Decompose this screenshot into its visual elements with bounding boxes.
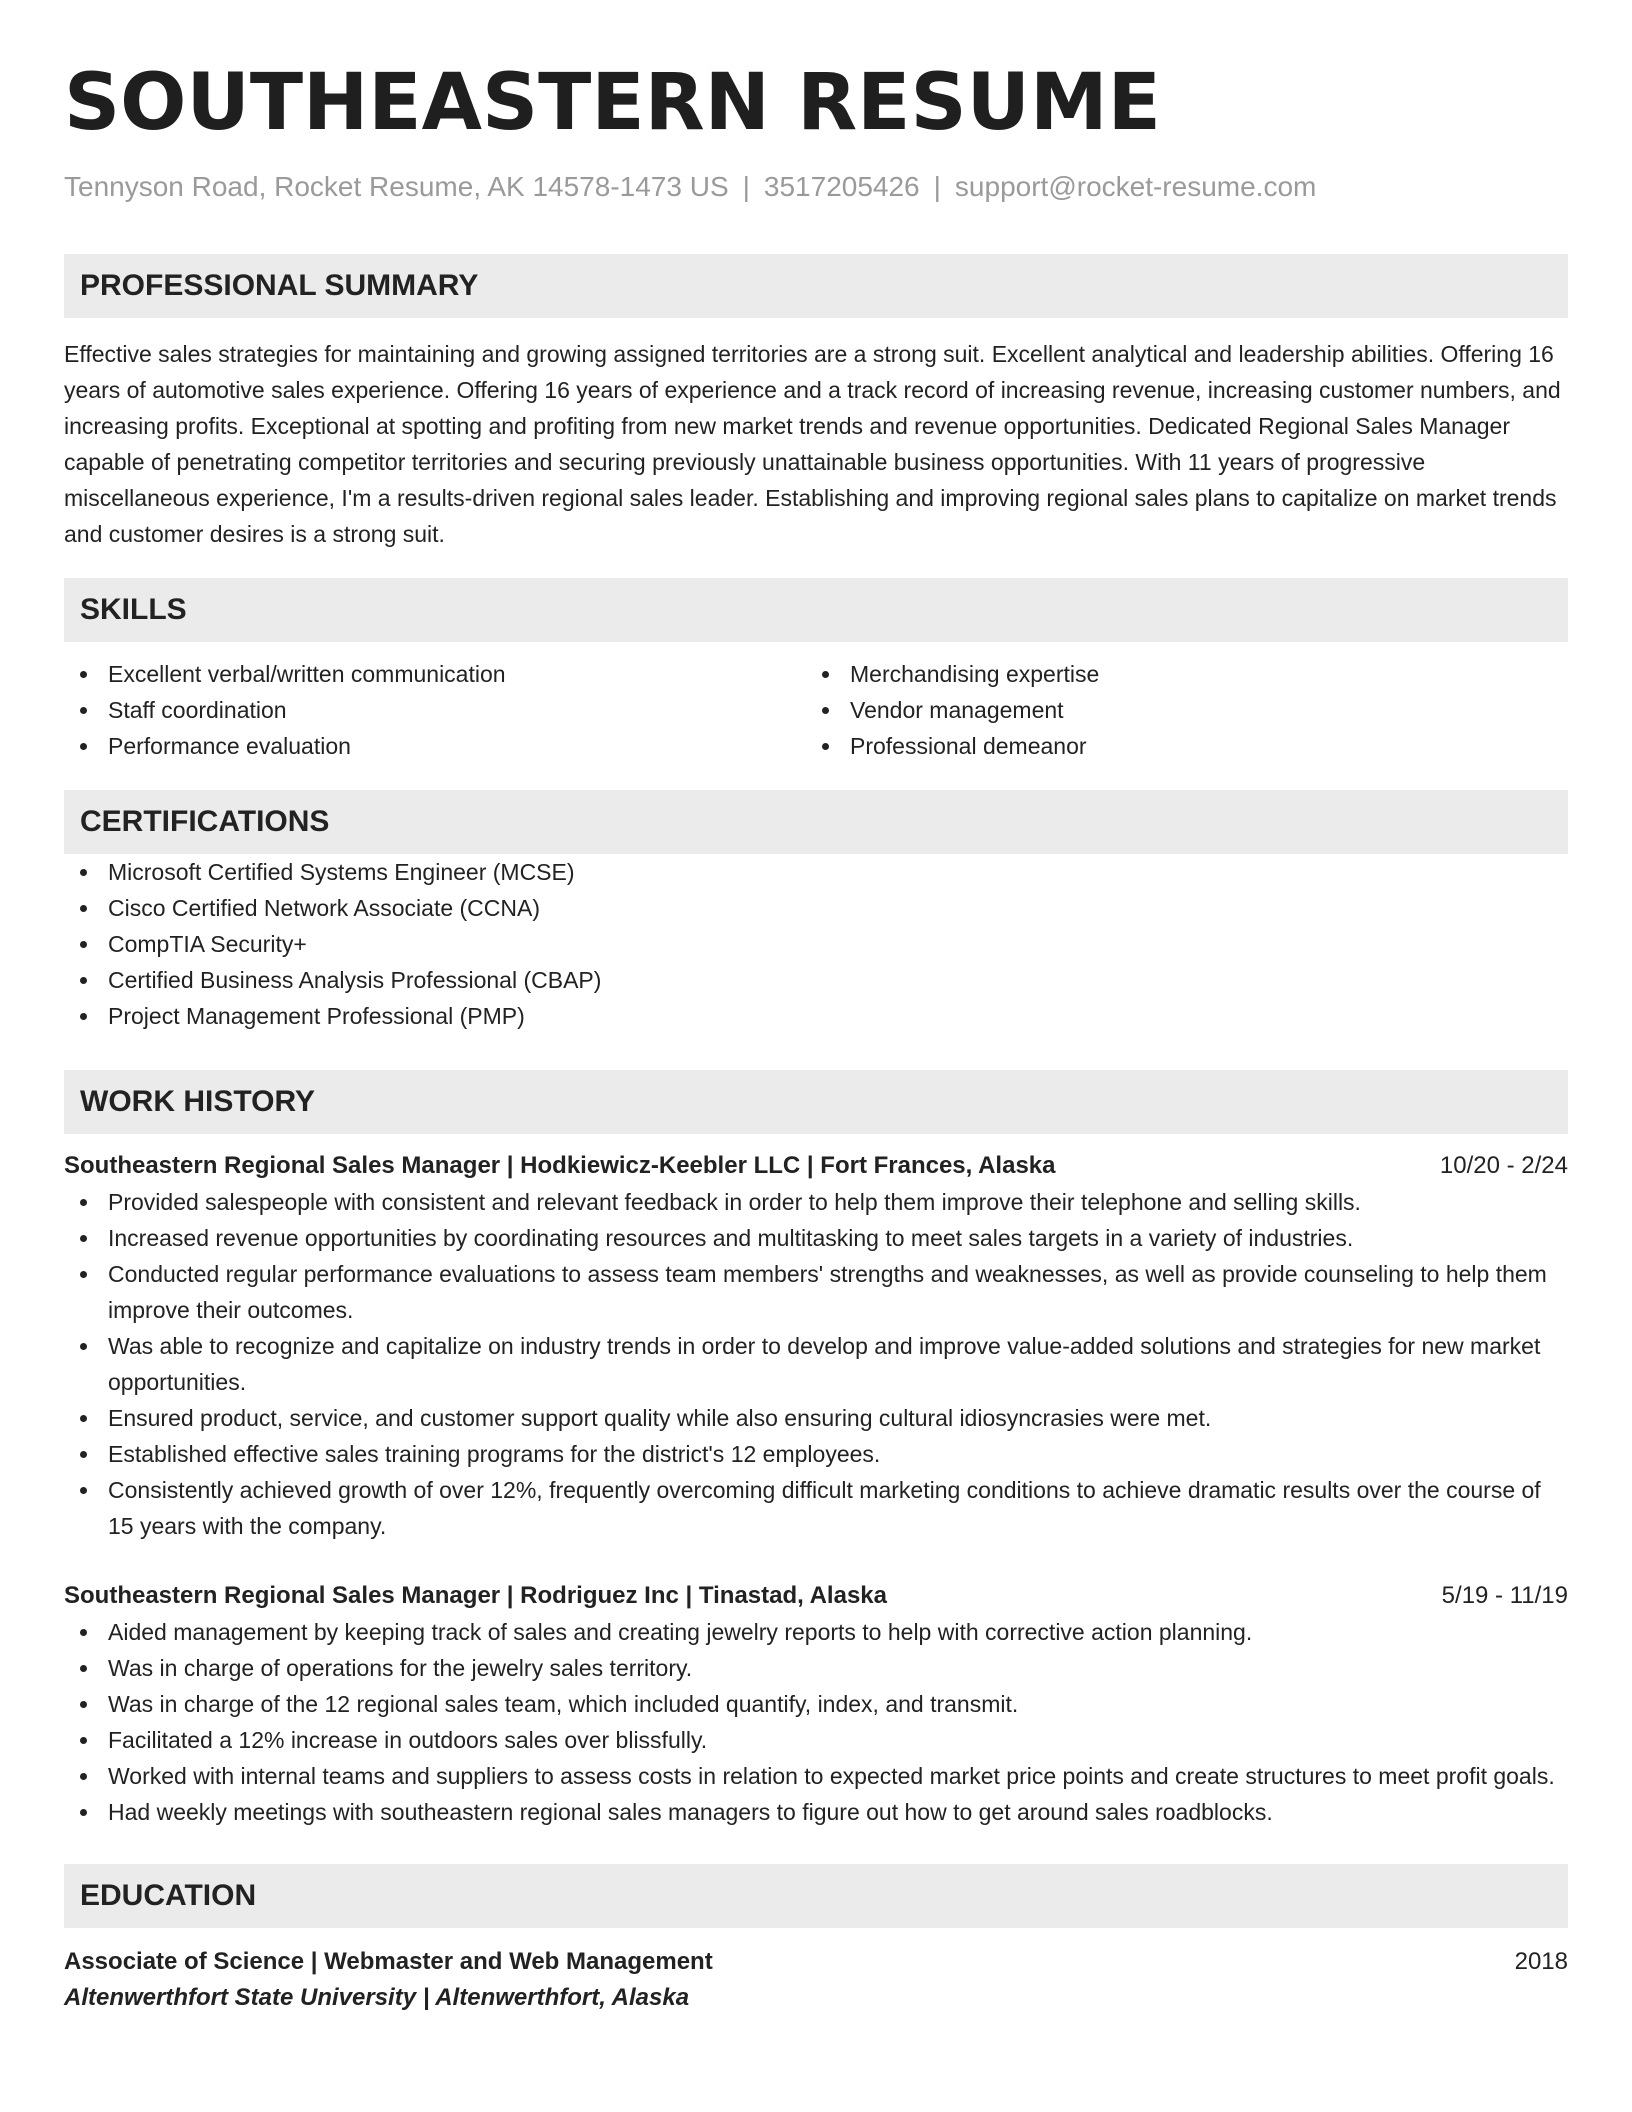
- job-duty-item: Facilitated a 12% increase in outdoors sales over blissfully.: [64, 1722, 1568, 1758]
- job-duty-item: Was in charge of operations for the jewelry sales territory.: [64, 1650, 1568, 1686]
- job-duty-item: Had weekly meetings with southeastern regional sales managers to figure out how to get around sales roadblocks.: [64, 1794, 1568, 1830]
- job-duty-item: Increased revenue opportunities by coordinating resources and multitasking to meet sales targets in a variety of industries.: [64, 1220, 1568, 1256]
- candidate-name: SOUTHEASTERN RESUME: [64, 58, 1161, 148]
- job-duty-item: Consistently achieved growth of over 12%, frequently overcoming difficult marketing conditions to achieve dramatic results over the course of 15 years with the company.: [64, 1472, 1568, 1544]
- certification-item: Project Management Professional (PMP): [64, 998, 1568, 1034]
- job-dates: 10/20 - 2/24: [1439, 1152, 1568, 1179]
- resume-page: [64, 0, 1568, 2016]
- skills-column-left: [64, 656, 806, 764]
- job-title: Southeastern Regional Sales Manager | Rodriguez Inc | Tinastad, Alaska: [64, 1582, 887, 1609]
- contact-line: [64, 170, 1568, 204]
- skills-column-right: [806, 656, 1548, 764]
- skill-item: Professional demeanor: [806, 728, 1548, 764]
- job-duty-item: Aided management by keeping track of sales and creating jewelry reports to help with corrective action planning.: [64, 1614, 1568, 1650]
- contact-email: support@rocket-resume.com: [954, 171, 1317, 202]
- skill-item: Excellent verbal/written communication: [64, 656, 806, 692]
- section-header-education: EDUCATION: [64, 1864, 1568, 1928]
- job-duty-item: Established effective sales training programs for the district's 12 employees.: [64, 1436, 1568, 1472]
- education-degree: Associate of Science | Webmaster and Web Management: [64, 1948, 713, 1975]
- job-header: [64, 1148, 1568, 1184]
- education-header: [64, 1944, 1568, 1980]
- skill-item: Performance evaluation: [64, 728, 806, 764]
- education-school: Altenwerthfort State University | Altenwerthfort, Alaska: [64, 1984, 690, 2011]
- job-duty-item: Worked with internal teams and suppliers to assess costs in relation to expected market price points and create structures to meet profit goals.: [64, 1758, 1568, 1794]
- job-header: [64, 1578, 1568, 1614]
- summary-text: Effective sales strategies for maintaining and growing assigned territories are a strong suit. Excellent analytical and leadership abilities. Offering 16 years of automotive sales experience. Offering 16 years of experience and a track record of increasing revenue, increasing customer numbers, and increasing profits. Exceptional at spotting and profiting from new market trends and revenue opportunities. Dedicated Regional Sales Manager capable of penetrating competitor territories and securing previously unattainable business opportunities. With 11 years of progressive miscellaneous experience, I'm a results-driven regional sales leader. Establishing and improving regional sales plans to capitalize on market trends and customer desires is a strong suit.: [64, 341, 1561, 547]
- job-dates: 5/19 - 11/19: [1441, 1582, 1568, 1609]
- job-duty-item: Provided salespeople with consistent and relevant feedback in order to help them improve their telephone and selling skills.: [64, 1184, 1568, 1220]
- skills-grid: [64, 656, 1568, 764]
- skill-item: Staff coordination: [64, 692, 806, 728]
- certification-item: Certified Business Analysis Professional (CBAP): [64, 962, 1568, 998]
- skill-item: Merchandising expertise: [806, 656, 1548, 692]
- contact-separator: |: [742, 171, 750, 202]
- skill-item: Vendor management: [806, 692, 1548, 728]
- contact-address: Tennyson Road, Rocket Resume, AK 14578-1473 US: [64, 171, 729, 202]
- section-header-work-history: WORK HISTORY: [64, 1070, 1568, 1134]
- job-duty-item: Ensured product, service, and customer support quality while also ensuring cultural idiosyncrasies were met.: [64, 1400, 1568, 1436]
- contact-separator: |: [933, 171, 941, 202]
- job-duty-item: Was in charge of the 12 regional sales team, which included quantify, index, and transmit.: [64, 1686, 1568, 1722]
- certification-item: Cisco Certified Network Associate (CCNA): [64, 890, 1568, 926]
- job-duty-item: Conducted regular performance evaluations to assess team members' strengths and weaknesses, as well as provide counseling to help them improve their outcomes.: [64, 1256, 1568, 1328]
- contact-phone: 3517205426: [763, 171, 920, 202]
- section-header-summary: PROFESSIONAL SUMMARY: [64, 254, 1568, 318]
- certification-item: Microsoft Certified Systems Engineer (MCSE): [64, 854, 1568, 890]
- job-duty-item: Was able to recognize and capitalize on industry trends in order to develop and improve value-added solutions and strategies for new market opportunities.: [64, 1328, 1568, 1400]
- job-title: Southeastern Regional Sales Manager | Hodkiewicz-Keebler LLC | Fort Frances, Alaska: [64, 1152, 1056, 1179]
- section-header-skills: SKILLS: [64, 578, 1568, 642]
- job-duties-list: [64, 1614, 1568, 1830]
- section-header-certifications: CERTIFICATIONS: [64, 790, 1568, 854]
- certifications-list: [64, 854, 1568, 1034]
- certification-item: CompTIA Security+: [64, 926, 1568, 962]
- education-year: 2018: [1514, 1948, 1568, 1975]
- job-duties-list: [64, 1184, 1568, 1544]
